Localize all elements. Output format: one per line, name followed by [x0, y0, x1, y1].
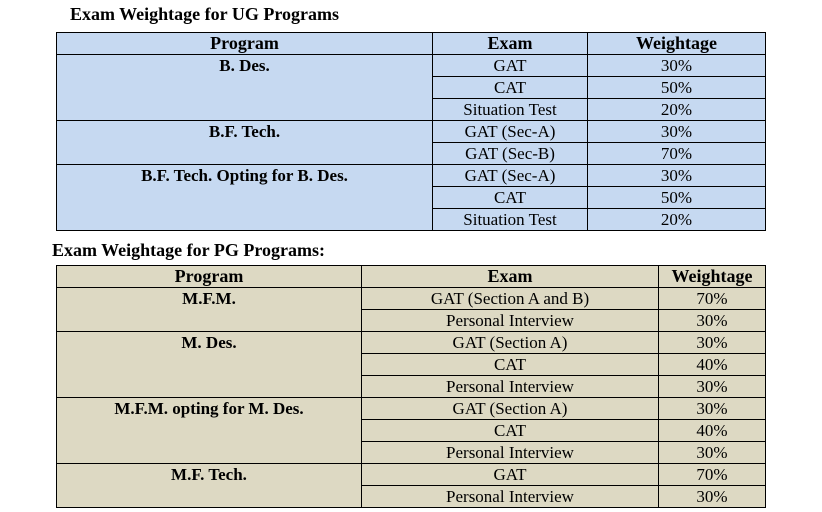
pg-weightage-cell: 40% — [659, 420, 766, 442]
ug-exam-cell: Situation Test — [433, 99, 588, 121]
ug-exam-cell: GAT (Sec-A) — [433, 121, 588, 143]
ug-weightage-cell: 50% — [588, 77, 766, 99]
pg-exam-cell: GAT (Section A and B) — [362, 288, 659, 310]
ug-exam-cell: CAT — [433, 187, 588, 209]
ug-program-cell: B.F. Tech. — [57, 121, 433, 165]
pg-weightage-cell: 70% — [659, 464, 766, 486]
pg-weightage-cell: 40% — [659, 354, 766, 376]
pg-weightage-cell: 30% — [659, 442, 766, 464]
pg-exam-cell: Personal Interview — [362, 442, 659, 464]
ug-table-body — [57, 33, 766, 231]
pg-table-body — [57, 266, 766, 508]
ug-section-heading: Exam Weightage for UG Programs — [70, 4, 339, 24]
pg-weightage-cell: 70% — [659, 288, 766, 310]
pg-table-row — [57, 332, 766, 354]
pg-exam-column-header: Exam — [362, 266, 659, 288]
ug-exam-cell: CAT — [433, 77, 588, 99]
pg-exam-cell: Personal Interview — [362, 376, 659, 398]
ug-weightage-column-header: Weightage — [588, 33, 766, 55]
pg-exam-cell: GAT (Section A) — [362, 332, 659, 354]
pg-section-heading: Exam Weightage for PG Programs: — [52, 240, 325, 260]
pg-weightage-cell: 30% — [659, 310, 766, 332]
ug-exam-cell: GAT (Sec-A) — [433, 165, 588, 187]
ug-program-column-header: Program — [57, 33, 433, 55]
ug-weightage-table — [56, 32, 766, 231]
ug-exam-column-header: Exam — [433, 33, 588, 55]
ug-weightage-cell: 30% — [588, 121, 766, 143]
pg-exam-cell: Personal Interview — [362, 486, 659, 508]
pg-weightage-table — [56, 265, 766, 508]
pg-program-cell: M. Des. — [57, 332, 362, 398]
pg-program-cell: M.F.M. opting for M. Des. — [57, 398, 362, 464]
ug-exam-cell: GAT (Sec-B) — [433, 143, 588, 165]
pg-exam-cell: CAT — [362, 354, 659, 376]
ug-exam-cell: GAT — [433, 55, 588, 77]
pg-exam-cell: Personal Interview — [362, 310, 659, 332]
ug-program-cell: B. Des. — [57, 55, 433, 121]
ug-weightage-cell: 20% — [588, 209, 766, 231]
ug-table-row — [57, 121, 766, 143]
pg-program-cell: M.F.M. — [57, 288, 362, 332]
pg-weightage-cell: 30% — [659, 398, 766, 420]
ug-table-row — [57, 165, 766, 187]
pg-weightage-cell: 30% — [659, 376, 766, 398]
pg-exam-cell: GAT — [362, 464, 659, 486]
ug-weightage-cell: 30% — [588, 165, 766, 187]
ug-exam-cell: Situation Test — [433, 209, 588, 231]
pg-table-row — [57, 288, 766, 310]
pg-program-cell: M.F. Tech. — [57, 464, 362, 508]
ug-table-row — [57, 55, 766, 77]
pg-header-row — [57, 266, 766, 288]
ug-weightage-cell: 20% — [588, 99, 766, 121]
pg-weightage-cell: 30% — [659, 332, 766, 354]
ug-weightage-cell: 50% — [588, 187, 766, 209]
pg-exam-cell: CAT — [362, 420, 659, 442]
pg-program-column-header: Program — [57, 266, 362, 288]
ug-weightage-cell: 70% — [588, 143, 766, 165]
ug-weightage-cell: 30% — [588, 55, 766, 77]
ug-header-row — [57, 33, 766, 55]
pg-weightage-cell: 30% — [659, 486, 766, 508]
pg-exam-cell: GAT (Section A) — [362, 398, 659, 420]
pg-table-row — [57, 398, 766, 420]
ug-program-cell: B.F. Tech. Opting for B. Des. — [57, 165, 433, 231]
pg-table-row — [57, 464, 766, 486]
pg-weightage-column-header: Weightage — [659, 266, 766, 288]
